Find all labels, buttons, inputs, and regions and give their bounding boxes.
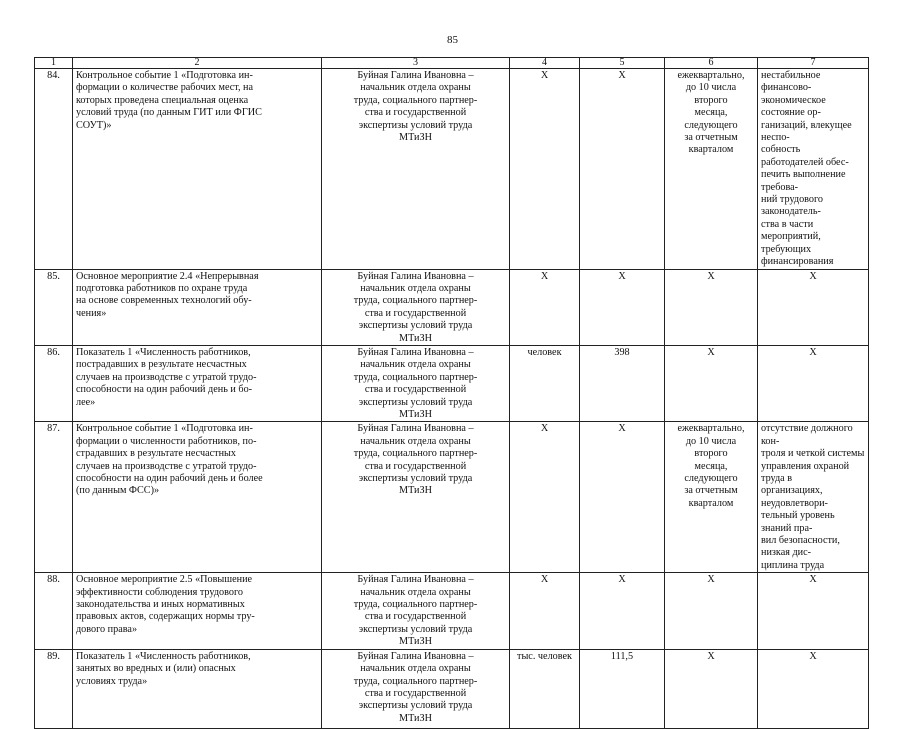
risk-cell: отсутствие должного кон- троля и четкой системы управления охраной труда в организациях, неудовлетвори- тельный уровень знаний пра- вил безопасности, низкая дис- циплина труда [758, 422, 869, 573]
risk-cell: Х [758, 269, 869, 345]
column-header: 3 [322, 58, 510, 69]
unit-cell: Х [510, 69, 580, 270]
unit-cell: тыс. человек [510, 649, 580, 728]
row-number: 89. [35, 649, 73, 728]
row-number: 84. [35, 69, 73, 270]
term-cell: Х [665, 649, 758, 728]
term-cell: Х [665, 345, 758, 421]
responsible-cell: Буйная Галина Ивановна – начальник отдела охраны труда, социального партнер- ства и государственной экспертизы условий труда МТиЗН [322, 649, 510, 728]
unit-cell: Х [510, 269, 580, 345]
term-cell: ежеквартально, до 10 числа второго месяца, следующего за отчетным кварталом [665, 69, 758, 270]
value-cell: Х [580, 573, 665, 649]
row-number: 85. [35, 269, 73, 345]
risk-cell: Х [758, 345, 869, 421]
value-cell: Х [580, 69, 665, 270]
unit-cell: Х [510, 422, 580, 573]
risk-cell: Х [758, 573, 869, 649]
event-cell: Показатель 1 «Численность работников, пострадавших в результате несчастных случаев на производстве с утратой трудо- способности на один рабочий день и бо- лее» [73, 345, 322, 421]
event-cell: Основное мероприятие 2.5 «Повышение эффективности соблюдения трудового законодательства и иных нормативных правовых актов, содержащих нормы тру- дового права» [73, 573, 322, 649]
unit-cell: человек [510, 345, 580, 421]
column-header: 5 [580, 58, 665, 69]
column-header: 4 [510, 58, 580, 69]
risk-cell: Х [758, 649, 869, 728]
unit-cell: Х [510, 573, 580, 649]
row-number: 87. [35, 422, 73, 573]
event-cell: Основное мероприятие 2.4 «Непрерывная подготовка работников по охране труда на основе современных технологий обу- чения» [73, 269, 322, 345]
risk-cell: нестабильное финансово- экономическое состояние ор- ганизаций, влекущее неспо- собность работодателей обес- печить выполнение требова- ний трудового законодатель- ства в части мероприятий, требующих финансирования [758, 69, 869, 270]
responsible-cell: Буйная Галина Ивановна – начальник отдела охраны труда, социального партнер- ства и государственной экспертизы условий труда МТиЗН [322, 573, 510, 649]
value-cell: 398 [580, 345, 665, 421]
responsible-cell: Буйная Галина Ивановна – начальник отдела охраны труда, социального партнер- ства и государственной экспертизы условий труда МТиЗН [322, 269, 510, 345]
table-row [35, 269, 869, 345]
table-row [35, 573, 869, 649]
header-row [35, 58, 869, 69]
column-header: 1 [35, 58, 73, 69]
value-cell: 111,5 [580, 649, 665, 728]
table-row [35, 345, 869, 421]
term-cell: Х [665, 573, 758, 649]
value-cell: Х [580, 422, 665, 573]
responsible-cell: Буйная Галина Ивановна – начальник отдела охраны труда, социального партнер- ства и государственной экспертизы условий труда МТиЗН [322, 345, 510, 421]
column-header: 6 [665, 58, 758, 69]
table-row [35, 649, 869, 728]
term-cell: Х [665, 269, 758, 345]
table-row [35, 422, 869, 573]
responsible-cell: Буйная Галина Ивановна – начальник отдела охраны труда, социального партнер- ства и государственной экспертизы условий труда МТиЗН [322, 69, 510, 270]
row-number: 88. [35, 573, 73, 649]
row-number: 86. [35, 345, 73, 421]
page-number: 85 [447, 34, 458, 46]
term-cell: ежеквартально, до 10 числа второго месяца, следующего за отчетным кварталом [665, 422, 758, 573]
responsible-cell: Буйная Галина Ивановна – начальник отдела охраны труда, социального партнер- ства и государственной экспертизы условий труда МТиЗН [322, 422, 510, 573]
data-table [34, 57, 869, 729]
event-cell: Контрольное событие 1 «Подготовка ин- формации о количестве рабочих мест, на которых проведена специальная оценка условий труда (по данным ГИТ или ФГИС СОУТ)» [73, 69, 322, 270]
column-header: 7 [758, 58, 869, 69]
table-row [35, 69, 869, 270]
column-header: 2 [73, 58, 322, 69]
event-cell: Контрольное событие 1 «Подготовка ин- формации о численности работников, по- страдавших в результате несчастных случаев на производстве с утратой трудо- способности на один рабочий день и более (по данным ФСС)» [73, 422, 322, 573]
value-cell: Х [580, 269, 665, 345]
event-cell: Показатель 1 «Численность работников, занятых во вредных и (или) опасных условиях труда» [73, 649, 322, 728]
